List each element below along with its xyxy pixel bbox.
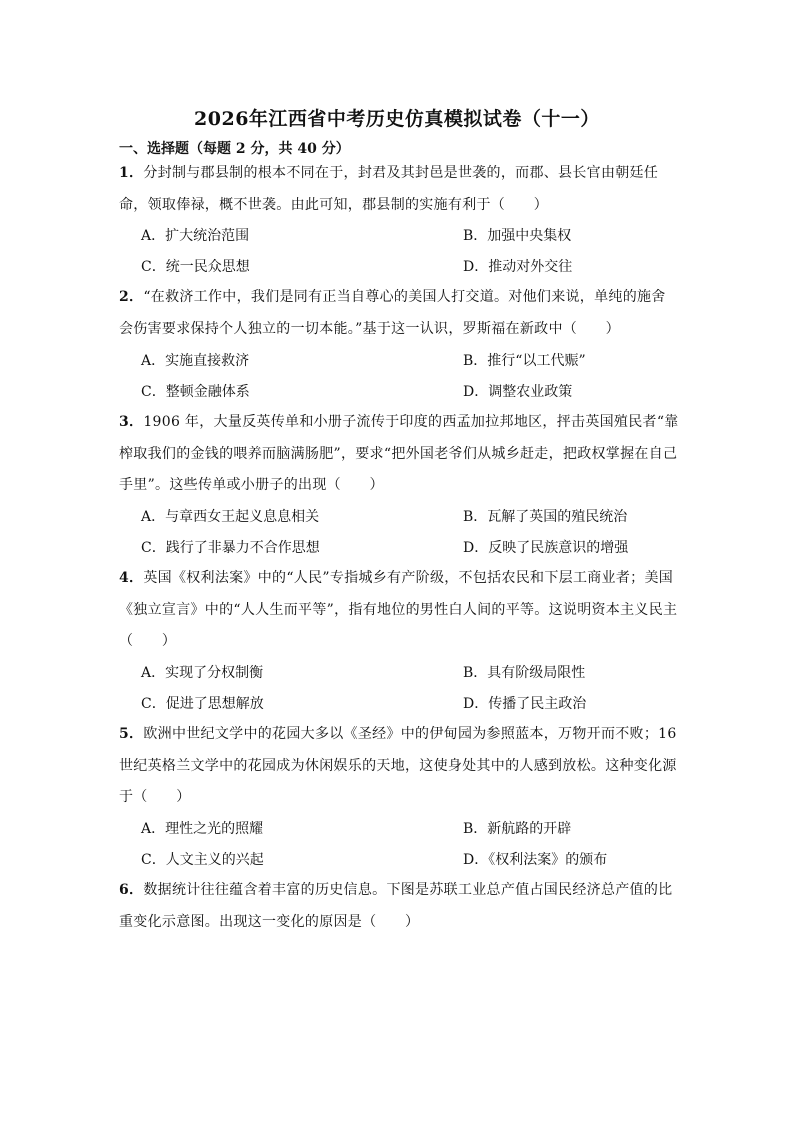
option-b[interactable]: B．瓦解了英国的殖民统治 xyxy=(463,509,628,525)
question-stem: 数据统计往往蕴含着丰富的历史信息。下图是苏联工业总产值占国民经济总产值的比重变化示意图。出现这一变化的原因是（ ） xyxy=(119,882,673,930)
question-stem: 1906 年，大量反英传单和小册子流传于印度的西孟加拉邦地区，抨击英国殖民者“靠榨取我们的金钱的喂养而脑满肠肥”，要求“把外国老爷们从城乡赶走，把政权掌握在自己手里”。这些传单或小册子的出现（ ） xyxy=(119,414,679,493)
option-c[interactable]: C．人文主义的兴起 xyxy=(141,852,264,868)
option-b[interactable]: B．具有阶级局限性 xyxy=(463,665,586,681)
option-d[interactable]: D．《权利法案》的颁布 xyxy=(463,852,608,868)
option-a[interactable]: A．理性之光的照耀 xyxy=(141,821,264,837)
question-stem: 英国《权利法案》中的“人民”专指城乡有产阶级，不包括农民和下层工商业者；美国《独立宣言》中的“人人生而平等”，指有地位的男性白人间的平等。这说明资本主义民主（ ） xyxy=(119,570,678,649)
question-1 xyxy=(119,158,679,221)
option-b[interactable]: B．新航路的开辟 xyxy=(463,821,572,837)
option-d[interactable]: D．推动对外交往 xyxy=(463,259,573,275)
question-stem: “在救济工作中，我们是同有正当自尊心的美国人打交道。对他们来说，单纯的施舍会伤害要求保持个人独立的一切本能。”基于这一认识，罗斯福在新政中（ ） xyxy=(119,289,666,337)
question-number: 5． xyxy=(119,726,144,742)
question-2 xyxy=(119,282,679,345)
question-3 xyxy=(119,407,679,502)
question-5 xyxy=(119,719,679,814)
question-stem: 欧洲中世纪文学中的花园大多以《圣经》中的伊甸园为参照蓝本，万物开而不败；16 世纪英格兰文学中的花园成为休闲娱乐的天地，这使身处其中的人感到放松。这种变化源于（ ） xyxy=(119,726,677,805)
option-a[interactable]: A．扩大统治范围 xyxy=(141,228,250,244)
option-c[interactable]: C．整顿金融体系 xyxy=(141,384,250,400)
question-number: 3． xyxy=(119,414,144,430)
option-a[interactable]: A．实现了分权制衡 xyxy=(141,665,264,681)
option-c[interactable]: C．统一民众思想 xyxy=(141,259,250,275)
question-6 xyxy=(119,875,679,938)
option-c[interactable]: C．促进了思想解放 xyxy=(141,696,264,712)
option-a[interactable]: A．与章西女王起义息息相关 xyxy=(141,509,320,525)
option-d[interactable]: D．传播了民主政治 xyxy=(463,696,587,712)
question-stem: 分封制与郡县制的根本不同在于，封君及其封邑是世袭的，而郡、县长官由朝廷任命，领取俸禄，概不世袭。由此可知，郡县制的实施有利于（ ） xyxy=(119,165,659,213)
option-d[interactable]: D．反映了民族意识的增强 xyxy=(463,540,629,556)
question-number: 1． xyxy=(119,165,144,181)
question-4 xyxy=(119,563,679,658)
option-d[interactable]: D．调整农业政策 xyxy=(463,384,573,400)
option-c[interactable]: C．践行了非暴力不合作思想 xyxy=(141,540,320,556)
question-number: 6． xyxy=(119,882,144,898)
option-b[interactable]: B．加强中央集权 xyxy=(463,228,572,244)
question-number: 4． xyxy=(119,570,144,586)
section-heading: 一、选择题（每题 2 分，共 40 分） xyxy=(119,141,350,157)
option-a[interactable]: A．实施直接救济 xyxy=(141,353,250,369)
exam-title: 2026年江西省中考历史仿真模拟试卷（十一） xyxy=(194,108,600,130)
question-number: 2． xyxy=(119,289,144,305)
option-b[interactable]: B．推行“以工代赈” xyxy=(463,353,586,369)
